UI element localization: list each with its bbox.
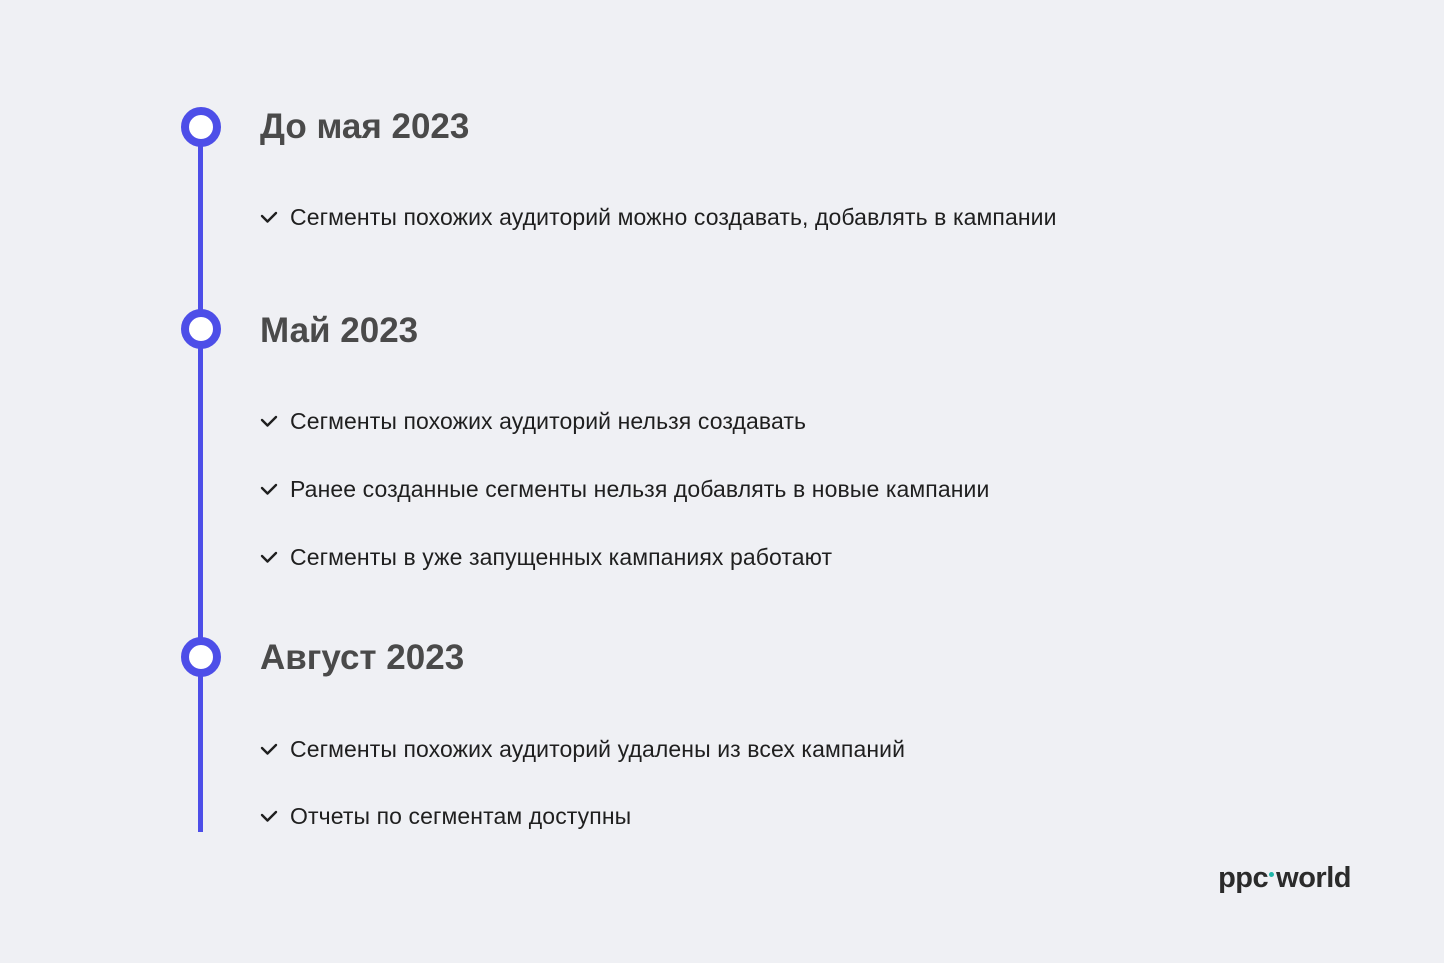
- section-heading: До мая 2023: [260, 107, 470, 146]
- list-item: [260, 406, 806, 436]
- list-item: [260, 474, 989, 504]
- list-item: [260, 542, 832, 572]
- timeline-node-icon: [181, 309, 221, 349]
- check-icon: [260, 742, 278, 756]
- check-icon: [260, 210, 278, 224]
- logo-text-ppc: ppc: [1218, 862, 1269, 894]
- check-icon: [260, 414, 278, 428]
- list-item-text: Сегменты похожих аудиторий нельзя создавать: [290, 407, 807, 434]
- list-item-text: Сегменты похожих аудиторий можно создавать, добавлять в кампании: [290, 203, 1057, 230]
- list-item-text: Отчеты по сегментам доступны: [290, 802, 632, 829]
- list-item: [260, 202, 1057, 232]
- list-item-text: Ранее созданные сегменты нельзя добавлять в новые кампании: [290, 475, 990, 502]
- timeline-line: [198, 127, 203, 832]
- ppc-world-logo: [1218, 862, 1351, 895]
- check-icon: [260, 550, 278, 564]
- logo-text-world: world: [1276, 862, 1351, 894]
- logo-dot-icon: [1269, 872, 1274, 877]
- timeline-node-icon: [181, 107, 221, 147]
- timeline-node-icon: [181, 637, 221, 677]
- list-item: [260, 801, 631, 831]
- list-item-text: Сегменты похожих аудиторий удалены из всех кампаний: [290, 735, 906, 762]
- section-heading: Август 2023: [260, 638, 465, 677]
- list-item-text: Сегменты в уже запущенных кампаниях работают: [290, 543, 833, 570]
- check-icon: [260, 809, 278, 823]
- section-heading: Май 2023: [260, 311, 419, 350]
- list-item: [260, 734, 905, 764]
- check-icon: [260, 482, 278, 496]
